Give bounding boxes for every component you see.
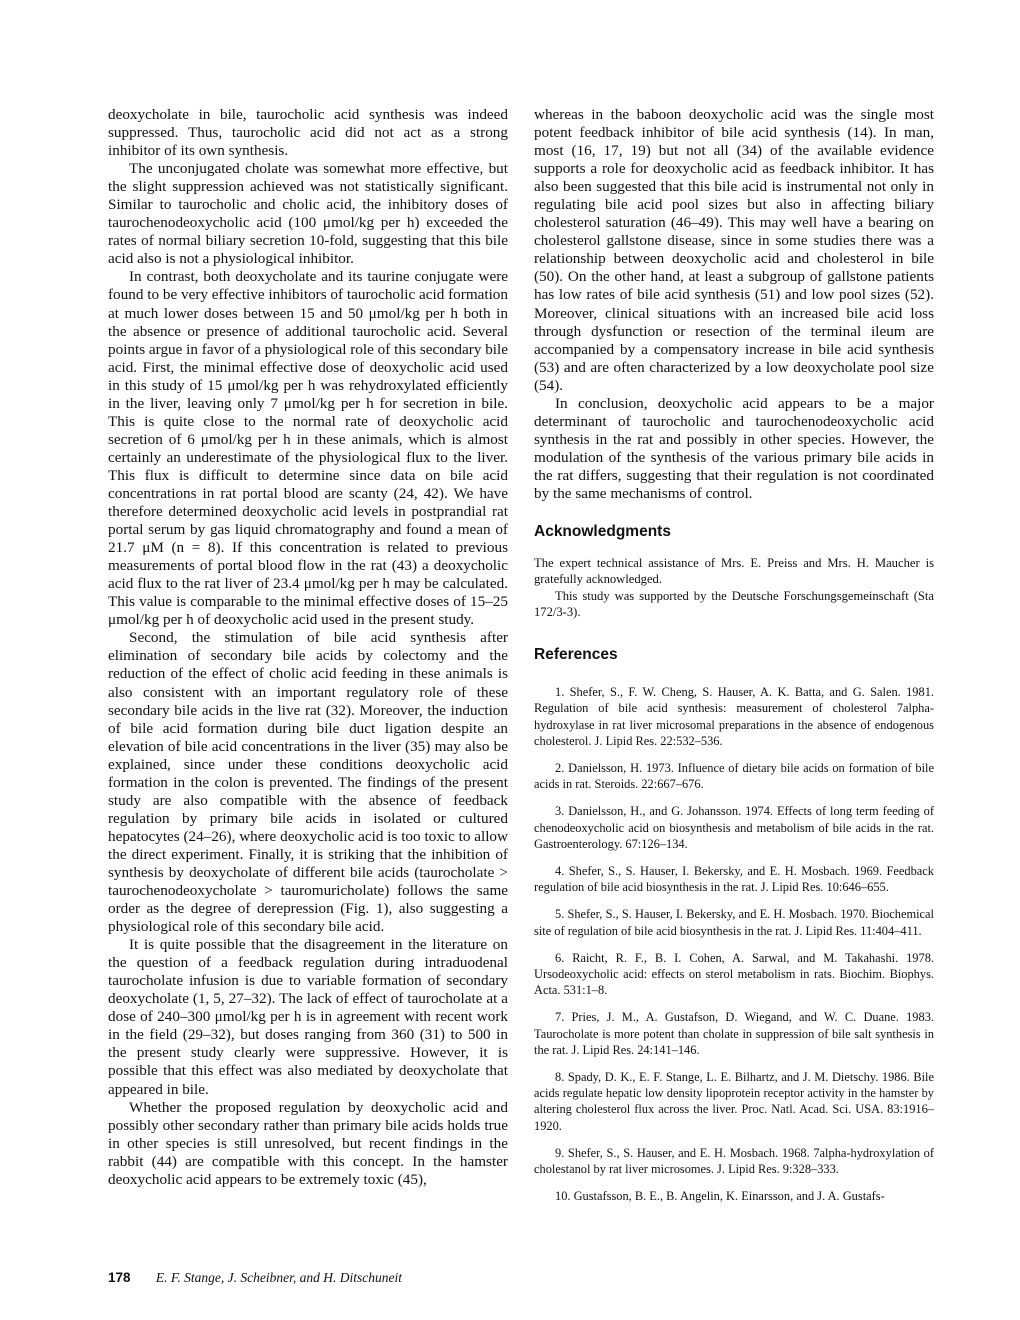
body-paragraph: deoxycholate in bile, taurocholic acid synthesis was indeed suppressed. Thus, taurocholic acid did not act as a strong inhibitor of its own synthesis. [108,106,508,160]
reference-item: 7. Pries, J. M., A. Gustafson, D. Wiegand, and W. C. Duane. 1983. Taurocholate is more potent than cholate in suppression of bile salt synthesis in the rat. J. Lipid Res. 24:141–146. [534,1010,934,1057]
reference-item: 1. Shefer, S., F. W. Cheng, S. Hauser, A. K. Batta, and G. Salen. 1981. Regulation of bile acid synthesis: measurement of cholesterol 7alpha-hydroxylase in rat liver microsomal preparations in the absence of endogenous cholesterol. J. Lipid Res. 22:532–536. [534,685,934,748]
acknowledgment-paragraph: This study was supported by the Deutsche Forschungsgemeinschaft (Sta 172/3-3). [534,588,934,619]
body-paragraph: In contrast, both deoxycholate and its taurine conjugate were found to be very effective inhibitors of taurocholic acid formation at much lower doses between 15 and 50 μmol/kg per h both in the absence or presence of additional taurocholic acid. Several points argue in favor of a physiological role of this secondary bile acid. First, the minimal effective dose of deoxycholic acid used in this study of 15 μmol/kg per h was rehydroxylated efficiently in the liver, leaving only 7 μmol/kg per h for secretion in bile. This is quite close to the normal rate of deoxycholic acid secretion of 6 μmol/kg per h in these animals, which is almost certainly an underestimate of the physiological flux to the liver. This flux is difficult to determine since data on bile acid concentrations in rat portal blood are scanty (24, 42). We have therefore determined deoxycholic acid levels in postprandial rat portal serum by gas liquid chromatography and found a mean of 21.7 μM (n = 8). If this concentration is related to previous measurements of portal blood flow in the rat (43) a deoxycholic acid flux to the rat liver of 23.4 μmol/kg per h may be calculated. This value is comparable to the minimal effective doses of 15–25 μmol/kg per h of deoxycholic acid used in the present study. [108,268,508,629]
reference-item: 10. Gustafsson, B. E., B. Angelin, K. Einarsson, and J. A. Gustafs- [555,1189,885,1204]
references-heading: References [534,646,618,664]
reference-item: 9. Shefer, S., S. Hauser, and E. H. Mosbach. 1968. 7alpha-hydroxylation of cholestanol by rat liver microsomes. J. Lipid Res. 9:328–333. [534,1145,934,1177]
reference-item: 4. Shefer, S., S. Hauser, I. Bekersky, and E. H. Mosbach. 1969. Feedback regulation of bile acid biosynthesis in the rat. J. Lipid Res. 10:646–655. [534,864,934,895]
reference-item: 8. Spady, D. K., E. F. Stange, L. E. Bilhartz, and J. M. Dietschy. 1986. Bile acids regulate hepatic low density lipoprotein receptor activity in the hamster by altering cholesterol flux across the liver. Proc. Natl. Acad. Sci. USA. 83:1916–1920. [534,1070,934,1133]
reference-item: 5. Shefer, S., S. Hauser, I. Bekersky, and E. H. Mosbach. 1970. Biochemical site of regulation of bile acid biosynthesis in the rat. J. Lipid Res. 11:404–411. [534,907,934,938]
page-footer [108,1270,402,1286]
body-paragraph: whereas in the baboon deoxycholic acid was the single most potent feedback inhibitor of bile acid synthesis (14). In man, most (16, 17, 19) but not all (34) of the available evidence supports a role for deoxycholic acid as feedback inhibitor. It has also been suggested that this bile acid is instrumental not only in regulating bile acid pool sizes but also in affecting biliary cholesterol saturation (46–49). This may well have a bearing on cholesterol gallstone disease, since in some studies there was a relationship between deoxycholic acid and cholesterol in bile (50). On the other hand, at least a subgroup of gallstone patients has low rates of bile acid synthesis (51) and low pool sizes (52). Moreover, clinical situations with an increased bile acid loss through dysfunction or resection of the terminal ileum are accompanied by a compensatory increase in bile acid synthesis (53) and are often characterized by a low deoxycholate pool size (54). [534,106,934,394]
acknowledgments-heading: Acknowledgments [534,523,671,541]
acknowledgment-paragraph: The expert technical assistance of Mrs. E. Preiss and Mrs. H. Maucher is gratefully acknowledged. [534,556,934,587]
running-authors: E. F. Stange, J. Scheibner, and H. Ditschuneit [155,1270,402,1285]
reference-item: 3. Danielsson, H., and G. Johansson. 1974. Effects of long term feeding of chenodeoxycholic acid on biosynthesis and metabolism of bile acids in the rat. Gastroenterology. 67:126–134. [534,804,934,851]
left-column [108,106,508,1189]
reference-list [534,684,934,1204]
body-paragraph: The unconjugated cholate was somewhat more effective, but the slight suppression achieved was not statistically significant. Similar to taurocholic and cholic acid, the inhibitory doses of taurochenodeoxycholic acid (100 μmol/kg per h) exceeded the rates of normal biliary secretion 10-fold, suggesting that this bile acid also is not a physiological inhibitor. [108,160,508,268]
right-column [534,106,934,1216]
page-number: 178 [108,1270,131,1285]
reference-item: 2. Danielsson, H. 1973. Influence of dietary bile acids on formation of bile acids in rat. Steroids. 22:667–676. [534,761,934,792]
body-paragraph: In conclusion, deoxycholic acid appears to be a major determinant of taurocholic and taurochenodeoxycholic acid synthesis in the rat and possibly in other species. However, the modulation of the synthesis of the various primary bile acids in the rat differs, suggesting that their regulation is not coordinated by the same mechanisms of control. [534,394,934,502]
reference-item: 6. Raicht, R. F., B. I. Cohen, A. Sarwal, and M. Takahashi. 1978. Ursodeoxycholic acid: effects on sterol metabolism in rats. Biochim. Biophys. Acta. 531:1–8. [534,950,934,998]
body-paragraph: Whether the proposed regulation by deoxycholic acid and possibly other secondary rather than primary bile acids holds true in other species is still unresolved, but recent findings in the rabbit (44) are compatible with this concept. In the hamster deoxycholic acid appears to be extremely toxic (45), [108,1098,508,1188]
body-paragraph: Second, the stimulation of bile acid synthesis after elimination of secondary bile acids by colectomy and the reduction of the effect of cholic acid feeding in these animals is also consistent with an important regulatory role of these secondary bile acids in the live rat (32). Moreover, the induction of bile acid formation during bile duct ligation despite an elevation of bile acid concentrations in the liver (35) may also be explained, since under these conditions deoxycholic acid formation in the colon is prevented. The findings of the present study are also compatible with the absence of feedback regulation by primary bile acids in isolated or cultured hepatocytes (24–26), where deoxycholic acid is too toxic to allow the direct experiment. Finally, it is striking that the inhibition of synthesis by deoxycholate of different bile acids (taurocholate > taurochenodeoxycholate > tauromuricholate) follows the same order as the degree of derepression (Fig. 1), also suggesting a physiological role of this secondary bile acid. [108,629,508,936]
body-paragraph: It is quite possible that the disagreement in the literature on the question of a feedback regulation during intraduodenal taurocholate infusion is due to variable formation of secondary deoxycholate (1, 5, 27–32). The lack of effect of taurocholate at a dose of 240–300 μmol/kg per h is in agreement with recent work in the field (29–32), but doses ranging from 360 (31) to 500 in the present study clearly were suppressive. However, it is possible that this effect was also mediated by deoxycholate that appeared in bile. [108,936,508,1098]
